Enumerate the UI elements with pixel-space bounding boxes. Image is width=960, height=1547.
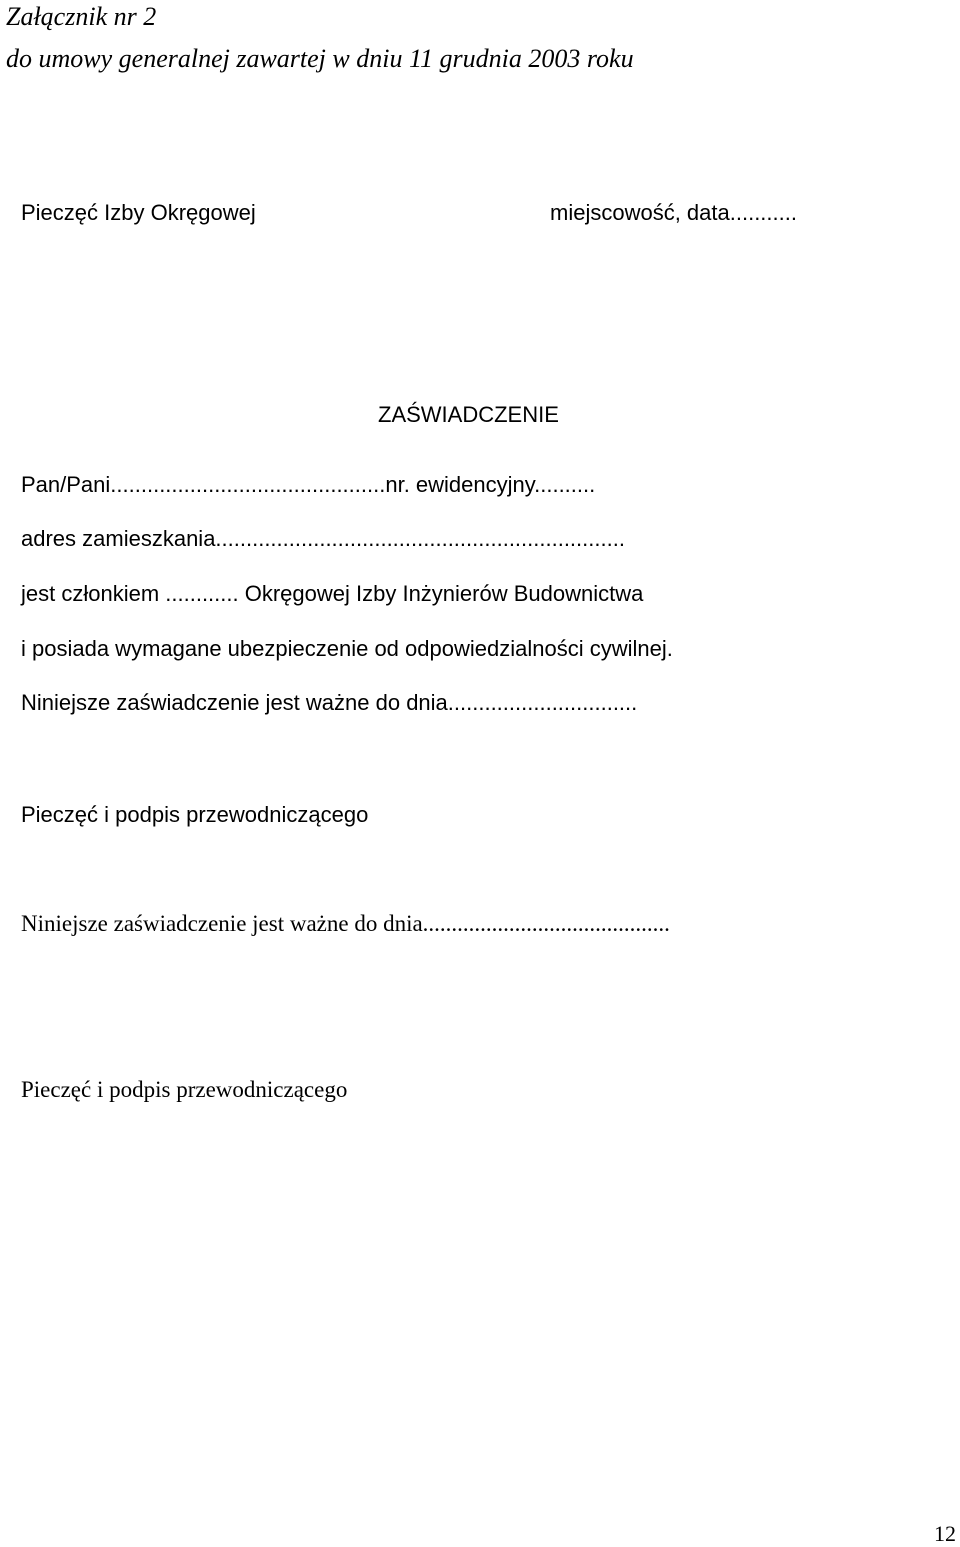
place-date-label: miejscowość, data........... <box>550 200 797 225</box>
signature-label: Pieczęć i podpis przewodniczącego <box>21 802 369 827</box>
certificate-title: ZAŚWIADCZENIE <box>378 402 559 427</box>
annex-title: Załącznik nr 2 <box>6 2 157 31</box>
validity-line-serif: Niniejsze zaświadczenie jest ważne do dnia........................................... <box>21 911 670 936</box>
name-line: Pan/Pani.............................................nr. ewidencyjny.......... <box>21 472 596 497</box>
validity-line: Niniejsze zaświadczenie jest ważne do dnia............................... <box>21 690 638 715</box>
page-number: 12 <box>934 1521 956 1546</box>
insurance-line: i posiada wymagane ubezpieczenie od odpowiedzialności cywilnej. <box>21 636 673 661</box>
membership-line: jest członkiem ............ Okręgowej Izby Inżynierów Budownictwa <box>21 581 644 606</box>
annex-subtitle: do umowy generalnej zawartej w dniu 11 grudnia 2003 roku <box>6 44 634 73</box>
stamp-label: Pieczęć Izby Okręgowej <box>21 200 256 225</box>
address-line: adres zamieszkania................................................................... <box>21 526 625 551</box>
signature-label-serif: Pieczęć i podpis przewodniczącego <box>21 1077 348 1102</box>
